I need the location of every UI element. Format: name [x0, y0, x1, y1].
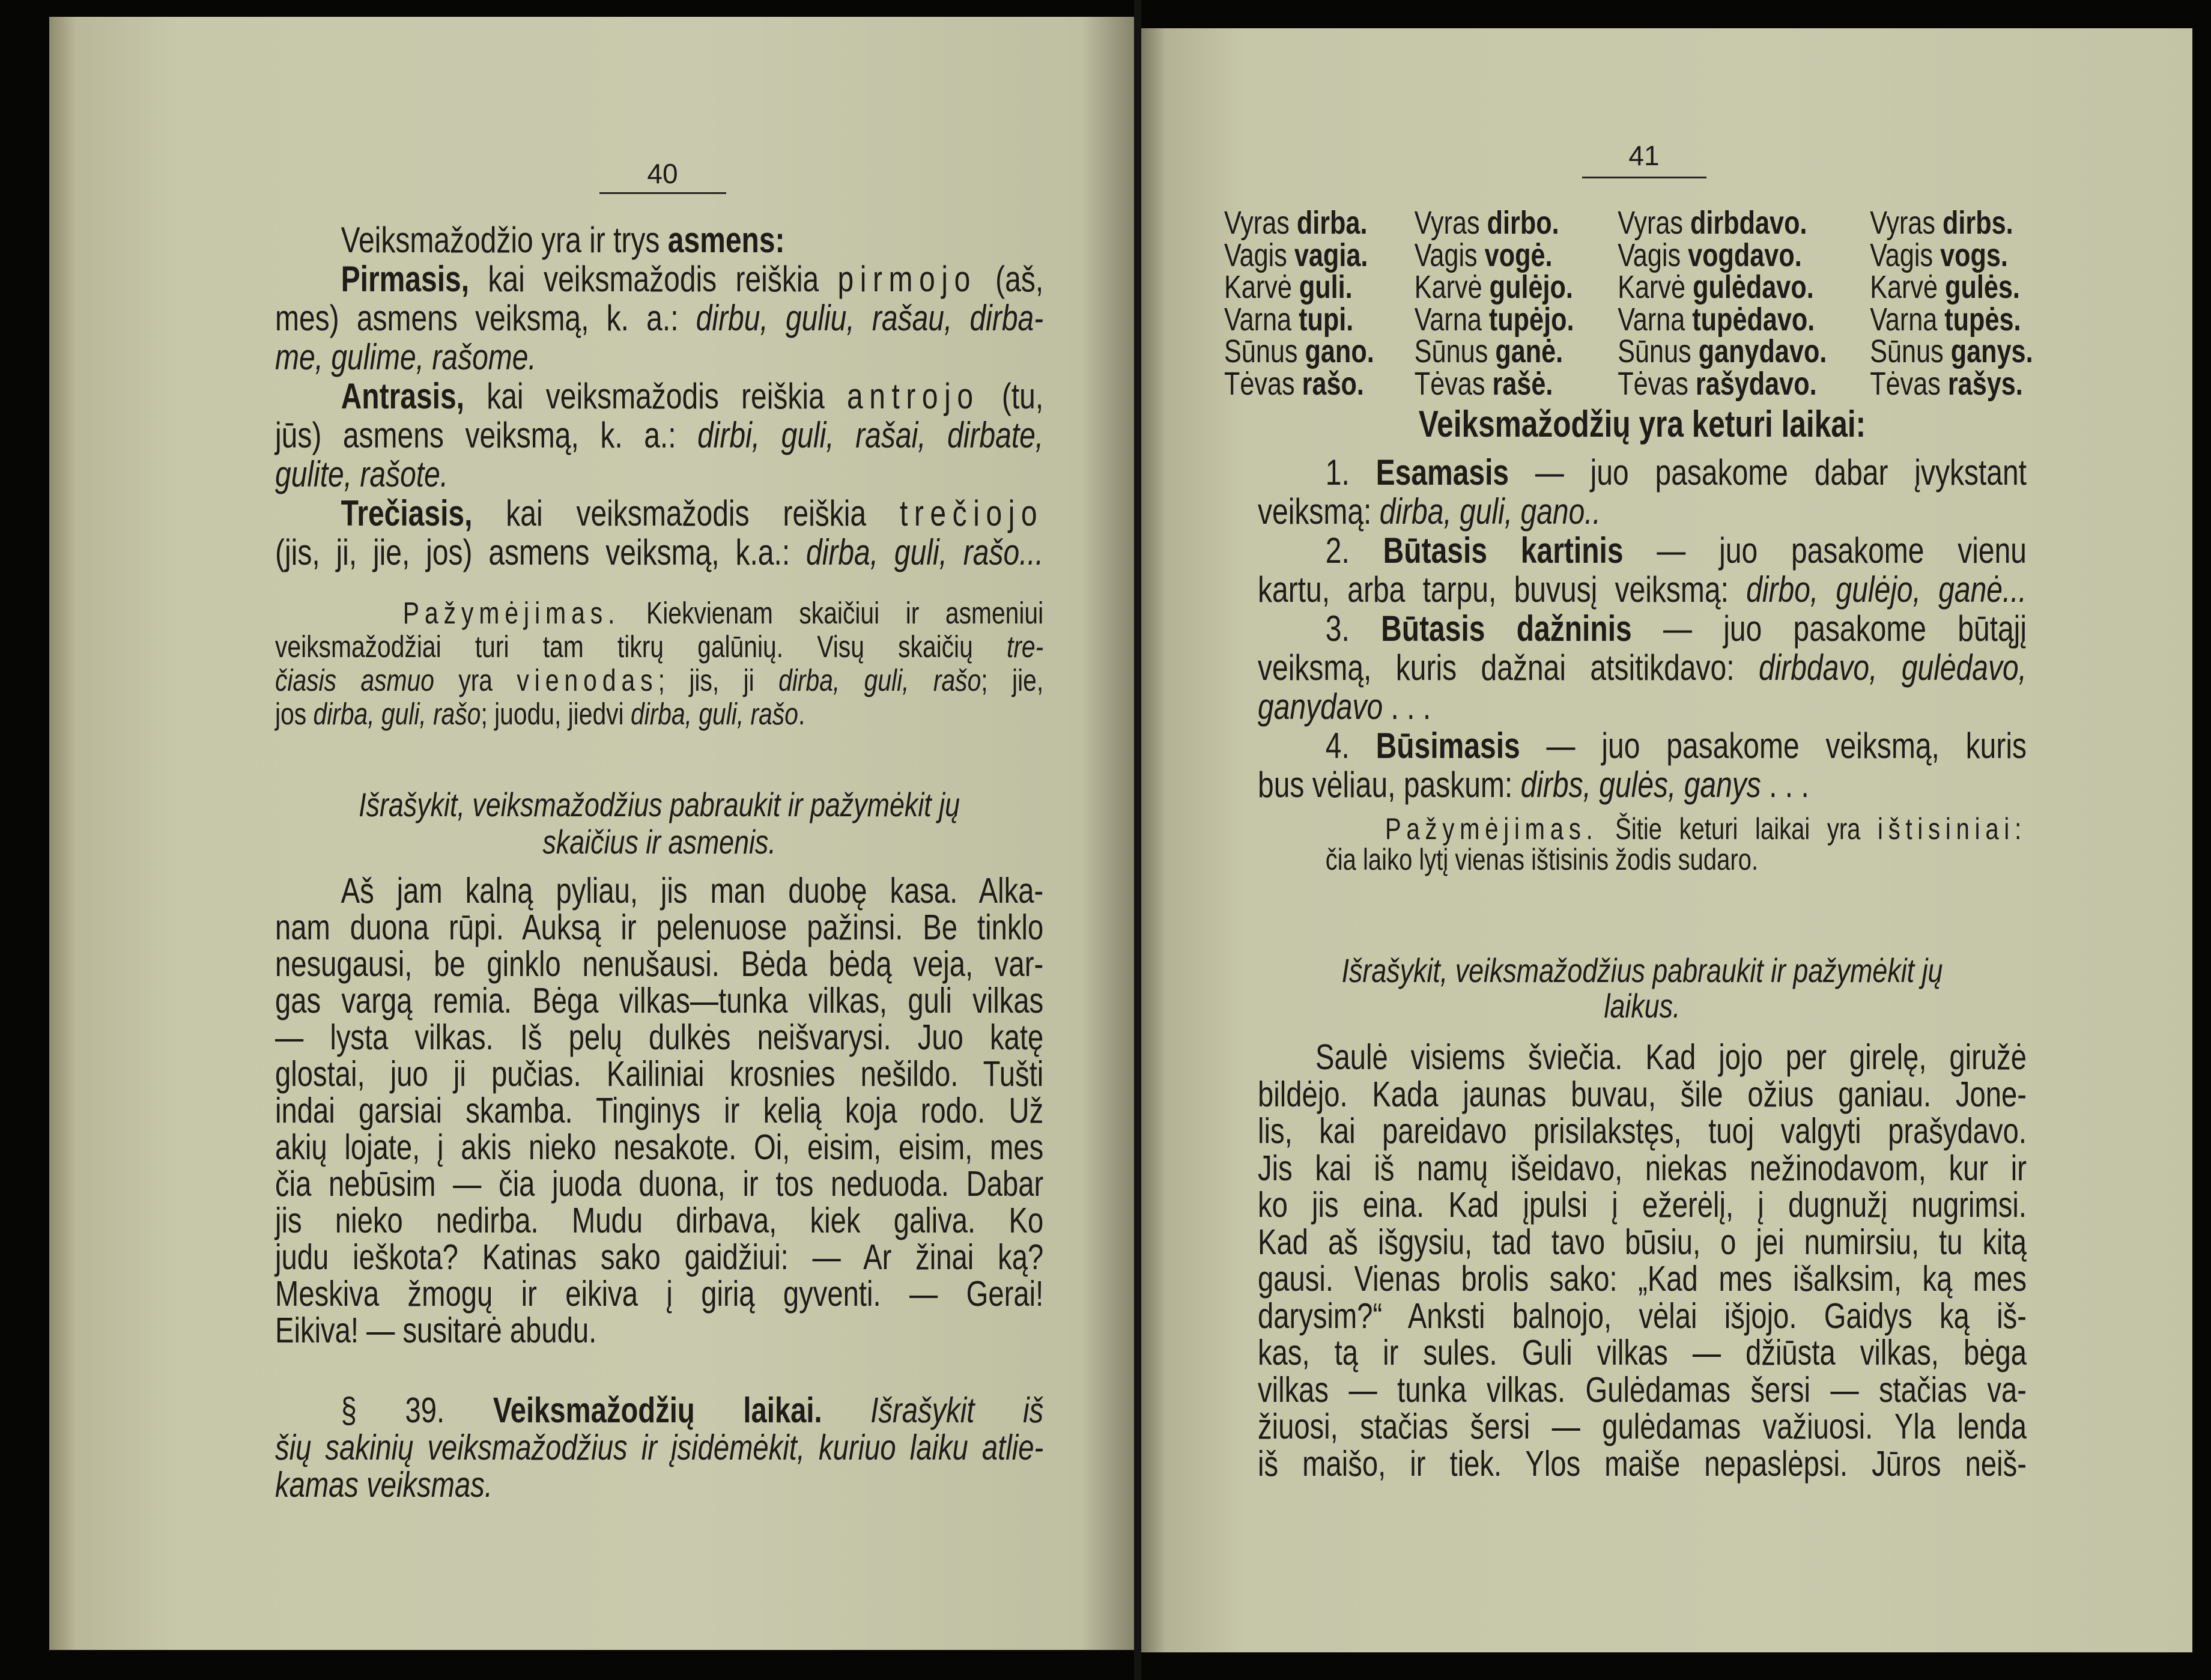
text-line — [1258, 1443, 2027, 1484]
text: jos — [275, 697, 314, 731]
text: 4. — [1325, 726, 1376, 766]
text: Eikiva! — susitarė abudu. — [275, 1311, 597, 1350]
text: Jis kai iš namų išeidavo, niekas nežinodavom, kur ir — [1258, 1148, 2027, 1188]
table-cell — [1224, 335, 1374, 368]
subject: Varna — [1618, 301, 1685, 338]
text: 3. — [1325, 608, 1381, 649]
italic-text: dirba, guli, rašo... — [806, 532, 1044, 572]
subject: Vagis — [1224, 237, 1287, 273]
table-cell — [1870, 207, 2013, 239]
spaced-text: Pažymėjimas. — [1385, 812, 1598, 846]
text-line — [341, 259, 1044, 299]
table-cell — [1870, 239, 2008, 271]
italic-text: dirba, guli, rašo — [630, 697, 798, 731]
verb-form: ganydavo. — [1698, 333, 1827, 370]
text: veiksmą: — [1258, 491, 1380, 532]
table-cell — [1618, 239, 1802, 271]
italic-text: dirbdavo, gulėdavo, — [1758, 647, 2027, 688]
verb-form: dirbdavo. — [1690, 205, 1807, 241]
text: glostai, juo ji pučias. Kailiniai krosnies nešildo. Tušti — [275, 1054, 1044, 1094]
italic-text: me, gulime, rašome. — [275, 337, 536, 377]
table-cell — [1415, 239, 1553, 271]
verb-form: vogė. — [1484, 237, 1553, 273]
subject: Tėvas — [1414, 366, 1485, 402]
table-cell — [1415, 207, 1559, 239]
bold-text: Veiksmažodžių yra keturi laikai: — [1418, 404, 1866, 445]
subject: Vagis — [1870, 237, 1933, 273]
verb-form: gulėdavo. — [1693, 269, 1814, 306]
text: gausi. Vienas brolis sako: „Kad mes išalksim, ką mes — [1258, 1259, 2027, 1299]
text: žiuosi, stačias šersi — gulėdamas važiuosi. Yla lenda — [1258, 1407, 2027, 1446]
spaced-text: ištisiniai: — [1878, 812, 2027, 846]
verb-form: rašys. — [1947, 366, 2023, 402]
italic-text: dirbu, guliu, rašau, dirba- — [696, 298, 1044, 338]
text-line — [341, 377, 1044, 416]
text: gas vargą remia. Bėga vilkas—tunka vilkas, guli vilkas — [275, 981, 1044, 1020]
italic-text: Išrašykit, veiksmažodžius pabraukit ir pažymėkit jų — [359, 786, 960, 823]
text-line — [275, 1166, 1043, 1202]
text: ; jie, — [981, 663, 1044, 697]
bold-text: Antrasis, — [341, 376, 465, 416]
text: Saulė visiems šviečia. Kad jojo per girelę, giružė — [1315, 1037, 2027, 1077]
text: kas, tą ir sules. Guli vilkas — džiūsta vilkas, bėga — [1258, 1333, 2027, 1372]
text-line — [1258, 404, 2027, 446]
subject: Vyras — [1870, 205, 1936, 241]
text: kai veiksmažodis reiškia — [472, 493, 900, 533]
subject: Vyras — [1414, 205, 1480, 241]
text-line — [275, 1239, 1043, 1276]
subject: Varna — [1224, 301, 1292, 338]
text: jis nieko nedirba. Mudu dirbava, kiek galiva. Ko — [275, 1201, 1044, 1240]
bold-text: Veiksmažodžių laikai. — [493, 1390, 822, 1430]
text-line — [1326, 726, 2027, 765]
text: (jis, ji, jie, jos) asmens veiksmą, k.a.: — [275, 532, 807, 572]
text-line — [341, 494, 1044, 533]
subject: Sūnus — [1618, 333, 1691, 370]
bold-text: Būtasis dažninis — [1381, 608, 1632, 649]
verb-form: dirbo. — [1487, 205, 1559, 241]
text-line — [1258, 953, 2027, 988]
table-cell — [1414, 269, 1573, 306]
text-line — [341, 1392, 1044, 1429]
text-line — [275, 946, 1043, 983]
text: — juo pasakome būtąjį — [1631, 608, 2027, 649]
italic-text: dirba, guli, rašo — [313, 697, 481, 731]
text-line — [275, 1276, 1043, 1312]
text: iš maišo, ir tiek. Ylos maiše nepaslėpsi. Jūros neiš- — [1258, 1443, 2027, 1484]
text: Šitie keturi laikai yra — [1598, 812, 1878, 846]
left-text-column — [275, 0, 1043, 1680]
verb-form: tupėdavo. — [1692, 301, 1815, 338]
text: ; juodu, jiedvi — [481, 697, 631, 731]
text-line — [1385, 814, 2027, 845]
verb-form: ganys. — [1950, 333, 2033, 370]
spaced-text: vienodas — [517, 663, 658, 697]
text-line — [1326, 453, 2027, 492]
text-line — [275, 1312, 1043, 1349]
text: vilkas — tunka vilkas. Gulėdamas šersi — stačias va- — [1258, 1369, 2027, 1410]
text-line — [275, 1019, 1043, 1056]
text-line — [275, 533, 1043, 572]
text-line — [1258, 1335, 2027, 1372]
italic-text: Išrašykit, veiksmažodžius pabraukit ir pažymėkit jų — [1341, 951, 1943, 989]
text: mes) asmens veiksmą, k. a.: — [275, 298, 696, 338]
text-line — [275, 823, 1043, 861]
text-line — [275, 664, 1043, 697]
text: nam duona rūpi. Auksą ir pelenuose pažinsi. Be tinklo — [275, 908, 1044, 947]
verb-form: dirba. — [1296, 205, 1368, 241]
text-line — [275, 416, 1043, 455]
verb-form: vogs. — [1940, 237, 2008, 273]
text: (tu, — [979, 376, 1044, 416]
text-line — [1258, 1261, 2027, 1298]
text: yra — [434, 663, 517, 697]
text-line — [275, 338, 1043, 377]
text: — juo pasakome veiksmą, kuris — [1520, 726, 2027, 766]
text: — juo pasakome dabar įvykstant — [1509, 452, 2027, 493]
text-line — [341, 220, 1044, 259]
text: judu ieškota? Katinas sako gaidžiui: — Ar žinai ką? — [275, 1237, 1044, 1277]
italic-text: ganydavo — [1258, 687, 1383, 727]
verb-form: ganė. — [1495, 333, 1563, 370]
verb-form: vagia. — [1294, 237, 1368, 273]
subject: Varna — [1414, 301, 1482, 338]
italic-text: čiasis asmuo — [275, 663, 434, 697]
table-cell — [1224, 303, 1353, 336]
table-cell — [1870, 269, 2020, 306]
text-line — [1315, 1039, 2027, 1076]
text: veiksmažodžiai turi tam tikrų galūnių. Visų skaičių — [275, 629, 1007, 664]
italic-text: dirba, guli, rašo — [778, 663, 981, 697]
subject: Vyras — [1618, 205, 1684, 241]
text: kartu, arba tarpu, buvusį veiksmą: — [1258, 569, 1747, 610]
text-line — [1258, 988, 2027, 1023]
subject: Varna — [1870, 301, 1938, 338]
verb-form: rašė. — [1492, 366, 1553, 402]
verb-form: gulės. — [1945, 269, 2020, 306]
subject: Vyras — [1224, 205, 1290, 241]
italic-text: dirbo, gulėjo, ganė... — [1746, 569, 2027, 610]
text-line — [1326, 609, 2027, 648]
bold-text: asmens: — [667, 220, 785, 260]
subject: Sūnus — [1224, 333, 1298, 370]
text-line — [275, 909, 1043, 946]
verb-form: dirbs. — [1943, 205, 2013, 241]
text: veiksmą, kuris dažnai atsitikdavo: — [1258, 647, 1759, 688]
table-cell — [1870, 368, 2023, 400]
subject: Karvė — [1414, 269, 1482, 306]
text-line — [275, 1466, 1043, 1503]
table-cell — [1870, 303, 2021, 336]
table-cell — [1618, 269, 1814, 306]
subject: Vagis — [1414, 237, 1478, 273]
text-line — [1258, 1298, 2027, 1335]
text: . . . — [1383, 687, 1431, 727]
spaced-text: Pažymėjimas. — [402, 596, 620, 630]
text: bus vėliau, paskum: — [1258, 765, 1521, 805]
text: jūs) asmens veiksmą, k. a.: — [275, 415, 698, 455]
text: — juo pasakome vienu — [1623, 530, 2027, 571]
text: ko jis eina. Kad įpulsi į ežerėlį, į dugnužį nugrimsi. — [1258, 1185, 2027, 1225]
spaced-text: antrojo — [846, 376, 980, 416]
italic-text: šių sakinių veiksmažodžius ir įsidėmėkit, kuriuo laiku atlie- — [275, 1428, 1044, 1467]
text-line — [1326, 845, 2027, 875]
table-cell — [1224, 368, 1364, 400]
italic-text: dirbs, gulės, ganys — [1520, 765, 1761, 805]
table-cell — [1618, 303, 1815, 336]
italic-text: dirba, guli, gano.. — [1379, 491, 1601, 532]
text-line — [1258, 648, 2027, 687]
text-line — [341, 873, 1044, 909]
spaced-text: pirmojo — [837, 259, 977, 299]
page-number-right: 41 — [1628, 140, 1660, 171]
text: indai garsiai skamba. Tinginys ir kelią koja rodo. Už — [275, 1091, 1044, 1130]
text: — lysta vilkas. Iš pelų dulkės neišvarysi. Juo katę — [275, 1017, 1044, 1057]
text: . — [798, 697, 805, 731]
text: lis, kai pareidavo prisilakstęs, tuoj valgyti prašydavo. — [1258, 1111, 2027, 1151]
text-line — [1258, 1409, 2027, 1446]
text-line — [1258, 492, 2027, 531]
text-line — [275, 697, 1043, 731]
text — [822, 1390, 871, 1430]
text-line — [275, 1093, 1043, 1129]
text-line — [1326, 531, 2027, 570]
verb-form: vogdavo. — [1688, 237, 1802, 273]
page-number-left: 40 — [647, 158, 678, 189]
italic-text: laikus. — [1604, 987, 1681, 1025]
right-text-column — [1224, 0, 2033, 1680]
text: 1. — [1325, 452, 1376, 493]
italic-text: gulite, rašote. — [275, 454, 449, 494]
table-cell — [1415, 368, 1553, 400]
subject: Karvė — [1224, 269, 1292, 306]
italic-text: dirbi, guli, rašai, dirbate, — [697, 415, 1044, 455]
text: (aš, — [976, 259, 1044, 299]
table-cell — [1224, 269, 1353, 306]
text-line — [275, 1429, 1043, 1466]
subject: Karvė — [1618, 269, 1686, 306]
text: Meskiva žmogų ir eikiva į girią gyventi. — Gerai! — [275, 1274, 1044, 1314]
text: § 39. — [341, 1390, 493, 1430]
text-line — [275, 455, 1043, 494]
spaced-text: trečiojo — [899, 493, 1044, 533]
italic-text: Išrašykit iš — [870, 1390, 1044, 1430]
text: kai veiksmažodis reiškia — [464, 376, 847, 416]
text: kai veiksmažodis reiškia — [469, 259, 838, 299]
verb-form: tupėjo. — [1488, 301, 1574, 338]
text-line — [1258, 1187, 2027, 1224]
text-line — [403, 596, 1043, 630]
verb-form: gulėjo. — [1489, 269, 1573, 306]
table-cell — [1415, 335, 1563, 368]
subject: Vagis — [1618, 237, 1681, 273]
text: Kiekvienam skaičiui ir asmeniui — [620, 596, 1044, 630]
subject: Tėvas — [1224, 366, 1295, 402]
table-cell — [1415, 303, 1574, 336]
text-line — [1258, 1150, 2027, 1187]
bold-text: Esamasis — [1375, 452, 1509, 493]
text-line — [275, 630, 1043, 664]
text: nesugausi, be ginklo nenušausi. Bėda bėdą veja, var- — [275, 944, 1044, 984]
subject: Karvė — [1870, 269, 1938, 306]
text-line — [1258, 1076, 2027, 1114]
text: ; jis, ji — [658, 663, 779, 697]
text: bildėjo. Kada jaunas buvau, šile ožius ganiau. Jone- — [1258, 1074, 2027, 1114]
table-cell — [1224, 239, 1368, 271]
italic-text: skaičius ir asmenis. — [542, 823, 776, 861]
bold-text: Būsimasis — [1375, 726, 1520, 766]
subject: Sūnus — [1414, 333, 1488, 370]
subject: Tėvas — [1618, 366, 1688, 402]
text: Aš jam kalną pyliau, jis man duobę kasa. Alka- — [341, 871, 1044, 911]
bold-text: Pirmasis, — [341, 259, 470, 299]
text: . . . — [1761, 765, 1809, 805]
text-line — [275, 786, 1043, 823]
verb-form: rašo. — [1302, 366, 1364, 402]
text-line — [275, 983, 1043, 1019]
verb-form: tupi. — [1299, 301, 1354, 338]
text: Kad aš išgysiu, tad tavo būsiu, o jei numirsiu, tu kitą — [1258, 1222, 2027, 1262]
text: Veiksmažodžio yra ir trys — [341, 220, 668, 260]
bold-text: Būtasis kartinis — [1383, 530, 1624, 571]
subject: Tėvas — [1870, 366, 1941, 402]
italic-text: kamas veiksmas. — [275, 1465, 493, 1505]
verb-form: tupės. — [1944, 301, 2021, 338]
text: čia laiko lytį vienas ištisinis žodis sudaro. — [1325, 843, 1759, 876]
verb-form: guli. — [1299, 269, 1353, 306]
text: darysim?“ Anksti balnojo, vėlai išjojo. Gaidys ką iš- — [1258, 1296, 2027, 1336]
table-cell — [1618, 207, 1807, 239]
text-line — [1258, 765, 2027, 804]
text-line — [1258, 570, 2027, 609]
verb-form: gano. — [1305, 333, 1374, 370]
subject: Sūnus — [1870, 333, 1944, 370]
text-line — [275, 1056, 1043, 1093]
text-line — [275, 1202, 1043, 1239]
italic-text: tre- — [1007, 629, 1044, 664]
verb-form: rašydavo. — [1695, 366, 1817, 402]
bold-text: Trečiasis, — [341, 493, 473, 533]
text-line — [275, 299, 1043, 338]
text-line — [275, 1129, 1043, 1166]
text-line — [1258, 1224, 2027, 1261]
text-line — [1258, 1369, 2027, 1410]
table-cell — [1224, 207, 1367, 239]
text-line — [1258, 687, 2027, 726]
table-cell — [1618, 335, 1827, 368]
text: čia nebūsim — čia juoda duona, ir tos neduoda. Dabar — [275, 1164, 1044, 1204]
table-cell — [1870, 335, 2033, 368]
text-line — [1258, 1113, 2027, 1150]
text: 2. — [1325, 530, 1383, 571]
text: akių lojate, į akis nieko nesakote. Oi, eisim, eisim, mes — [275, 1127, 1044, 1167]
table-cell — [1618, 368, 1816, 400]
